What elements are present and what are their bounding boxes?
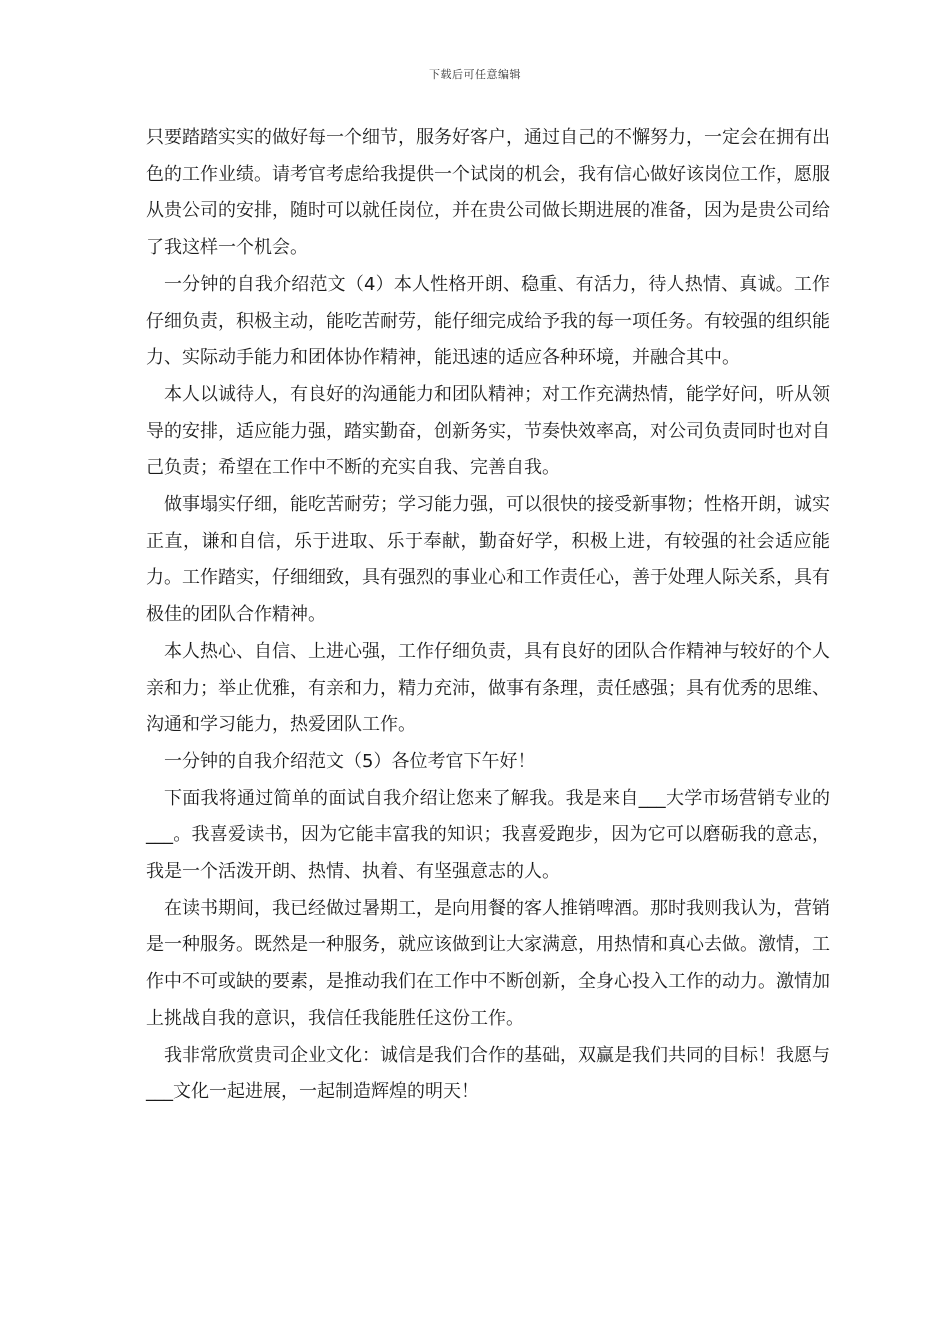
document-body: [146, 120, 830, 1111]
paragraph-3: 本人以诚待人，有良好的沟通能力和团队精神；对工作充满热情，能学好问，听从领导的安排，适应能力强，踏实勤奋，创新务实，节奏快效率高，对公司负责同时也对自己负责；希望在工作中不断的充实自我、完善自我。: [146, 383, 830, 479]
page-header-note: 下载后可任意编辑: [429, 68, 521, 81]
paragraph-5: 本人热心、自信、上进心强，工作仔细负责，具有良好的团队合作精神与较好的个人亲和力；举止优雅，有亲和力，精力充沛，做事有条理，责任感强；具有优秀的思维、沟通和学习能力，热爱团队工作。: [146, 640, 830, 736]
paragraph-7: 下面我将通过简单的面试自我介绍让您来了解我。我是来自___大学市场营销专业的___。我喜爱读书，因为它能丰富我的知识；我喜爱跑步，因为它可以磨砺我的意志，我是一个活泼开朗、热情、执着、有坚强意志的人。: [146, 787, 830, 883]
paragraph-4: 做事塌实仔细，能吃苦耐劳；学习能力强，可以很快的接受新事物；性格开朗，诚实正直，谦和自信，乐于进取、乐于奉献，勤奋好学，积极上进，有较强的社会适应能力。工作踏实，仔细细致，具有强烈的事业心和工作责任心，善于处理人际关系，具有极佳的团队合作精神。: [146, 494, 830, 626]
paragraph-8: 在读书期间，我已经做过暑期工，是向用餐的客人推销啤酒。那时我则我认为，营销是一种服务。既然是一种服务，就应该做到让大家满意，用热情和真心去做。激情，工作中不可或缺的要素，是推动我们在工作中不断创新，全身心投入工作的动力。激情加上挑战自我的意识，我信任我能胜任这份工作。: [146, 897, 830, 1029]
paragraph-6: 一分钟的自我介绍范文（5）各位考官下午好！: [164, 750, 536, 772]
paragraph-1: 只要踏踏实实的做好每一个细节，服务好客户，通过自己的不懈努力，一定会在拥有出色的工作业绩。请考官考虑给我提供一个试岗的机会，我有信心做好该岗位工作，愿服从贵公司的安排，随时可以就任岗位，并在贵公司做长期进展的准备，因为是贵公司给了我这样一个机会。: [146, 127, 830, 259]
paragraph-2: 一分钟的自我介绍范文（4）本人性格开朗、稳重、有活力，待人热情、真诚。工作仔细负责，积极主动，能吃苦耐劳，能仔细完成给予我的每一项任务。有较强的组织能力、实际动手能力和团体协作精神，能迅速的适应各种环境，并融合其中。: [146, 273, 830, 369]
paragraph-9: 我非常欣赏贵司企业文化：诚信是我们合作的基础，双赢是我们共同的目标！我愿与___文化一起进展，一起制造辉煌的明天！: [146, 1044, 830, 1103]
